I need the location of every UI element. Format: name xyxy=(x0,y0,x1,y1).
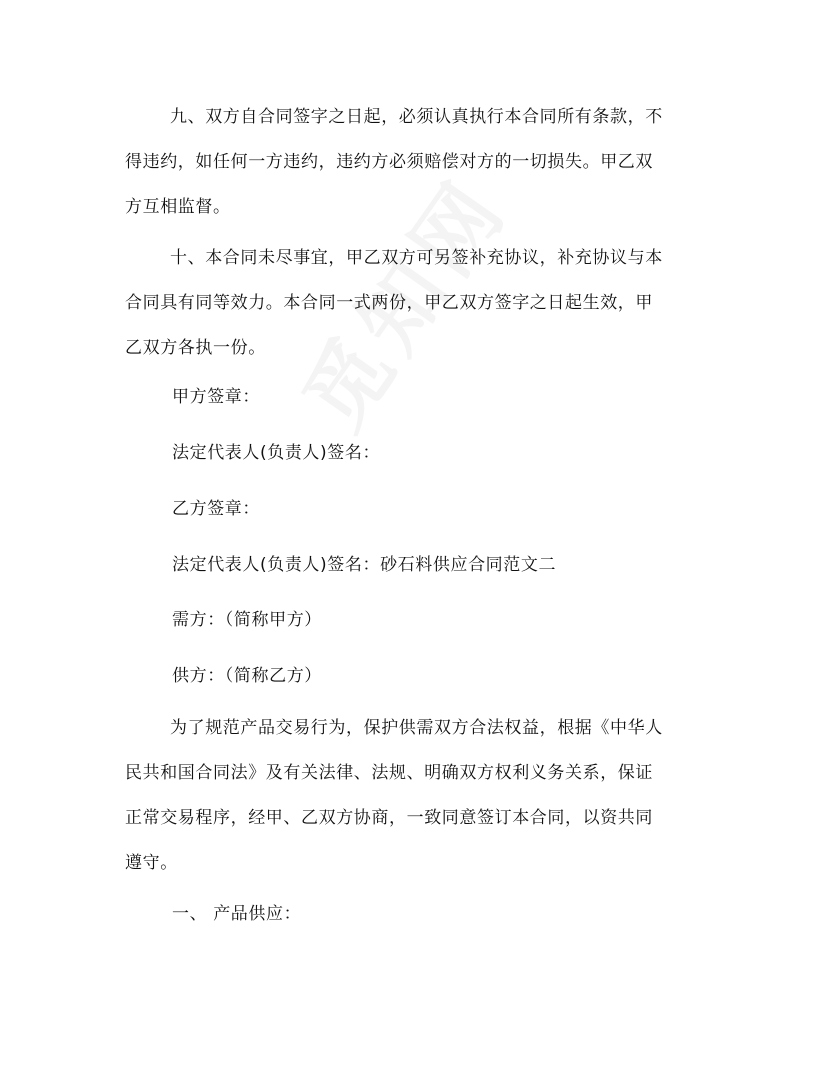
section-one-heading: 一、 产品供应： xyxy=(172,904,302,924)
clause-nine-line-1: 九、双方自合同签字之日起，必须认真执行本合同所有条款，不 xyxy=(170,107,663,127)
supplier-line: 供方：（简称乙方） xyxy=(172,666,322,686)
legal-rep-b-signature: 法定代表人(负责人)签名：砂石料供应合同范文二 xyxy=(172,555,557,575)
clause-ten-line-3: 乙双方各执一份。 xyxy=(125,338,266,358)
intro-line-3: 正常交易程序，经甲、乙双方协商，一致同意签订本合同，以资共同 xyxy=(125,808,653,828)
party-a-seal: 甲方签章： xyxy=(172,387,260,407)
party-b-seal: 乙方签章： xyxy=(172,499,260,519)
clause-nine xyxy=(125,95,715,230)
clause-ten-line-1: 十、本合同未尽事宜，甲乙双方可另签补充协议，补充协议与本 xyxy=(170,248,663,268)
legal-rep-a-signature: 法定代表人(负责人)签名： xyxy=(172,443,381,463)
intro-paragraph xyxy=(125,706,715,886)
clause-ten xyxy=(125,236,715,371)
clause-ten-line-2: 合同具有同等效力。本合同一式两份，甲乙双方签字之日起生效，甲 xyxy=(125,293,653,313)
intro-line-4: 遵守。 xyxy=(125,853,178,873)
intro-line-1: 为了规范产品交易行为，保护供需双方合法权益，根据《中华人 xyxy=(170,718,663,738)
clause-nine-line-3: 方互相监督。 xyxy=(125,197,231,217)
intro-line-2: 民共和国合同法》及有关法律、法规、明确双方权利义务关系，保证 xyxy=(125,763,653,783)
clause-nine-line-2: 得违约，如任何一方违约，违约方必须赔偿对方的一切损失。甲乙双 xyxy=(125,152,653,172)
buyer-line: 需方：（简称甲方） xyxy=(172,610,322,630)
